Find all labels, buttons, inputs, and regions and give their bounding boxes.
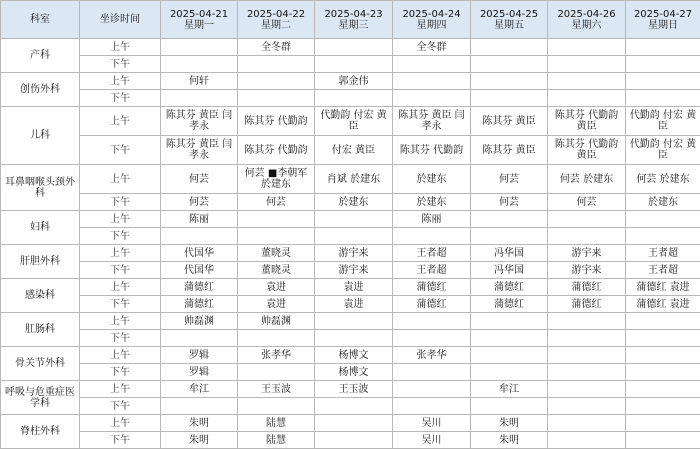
doctor-cell	[626, 432, 700, 449]
department-name: 妇科	[1, 211, 80, 245]
doctor-cell: 何芸	[471, 165, 548, 194]
department-name: 创伤外科	[1, 73, 80, 107]
doctor-cell	[626, 56, 700, 73]
doctor-cell	[238, 73, 315, 90]
department-name: 肝胆外科	[1, 245, 80, 279]
doctor-cell: 王玉波	[238, 381, 315, 398]
table-row	[1, 398, 700, 415]
doctor-cell: 陈其芬 代勤韵	[238, 107, 315, 136]
session-label: 上午	[80, 211, 161, 228]
session-label: 下午	[80, 398, 161, 415]
table-row	[1, 73, 700, 90]
doctor-cell	[315, 39, 393, 56]
doctor-cell: 於建东	[315, 194, 393, 211]
doctor-cell: 蒲德红 袁进	[626, 279, 700, 296]
doctor-cell: 代勤韵 付宏 黄臣	[315, 107, 393, 136]
doctor-cell	[393, 398, 471, 415]
doctor-cell	[548, 90, 626, 107]
doctor-cell	[393, 313, 471, 330]
doctor-cell: 肖斌 於建东	[315, 165, 393, 194]
header-weekday: 星期五	[473, 20, 545, 31]
doctor-cell	[238, 211, 315, 228]
doctor-cell: 冯华国	[471, 262, 548, 279]
doctor-cell: 陈其芬 代勤韵 黄臣	[548, 107, 626, 136]
doctor-cell: 王玉波	[315, 381, 393, 398]
table-row	[1, 107, 700, 136]
table-row	[1, 211, 700, 228]
department-name: 产科	[1, 39, 80, 73]
doctor-cell	[315, 415, 393, 432]
doctor-cell: 冯华国	[471, 245, 548, 262]
session-label: 下午	[80, 432, 161, 449]
doctor-cell: 吴川	[393, 415, 471, 432]
table-row	[1, 364, 700, 381]
doctor-cell: 何芸	[548, 194, 626, 211]
doctor-cell: 牟江	[161, 381, 238, 398]
doctor-cell	[315, 313, 393, 330]
table-row	[1, 228, 700, 245]
table-row	[1, 432, 700, 449]
doctor-cell	[238, 90, 315, 107]
table-row	[1, 136, 700, 165]
doctor-cell	[161, 56, 238, 73]
doctor-cell: 朱明	[161, 432, 238, 449]
header-date: 2025-04-26	[550, 9, 623, 20]
doctor-cell	[238, 398, 315, 415]
header-date: 2025-04-27	[628, 9, 698, 20]
table-row	[1, 245, 700, 262]
header-session: 坐诊时间	[80, 1, 161, 39]
session-label: 下午	[80, 262, 161, 279]
doctor-cell	[315, 211, 393, 228]
table-row	[1, 262, 700, 279]
doctor-cell: 游宇来	[548, 245, 626, 262]
doctor-cell: 帅磊渊	[161, 313, 238, 330]
doctor-cell: 陈其芬 黄臣	[471, 107, 548, 136]
session-label: 上午	[80, 279, 161, 296]
doctor-cell	[393, 73, 471, 90]
table-row	[1, 415, 700, 432]
doctor-cell: 游宇来	[548, 262, 626, 279]
doctor-cell: 何芸	[471, 194, 548, 211]
header-weekday: 星期一	[163, 20, 235, 31]
doctor-cell	[626, 398, 700, 415]
doctor-cell: 朱明	[471, 415, 548, 432]
doctor-cell: 陈其芬 黄臣	[471, 136, 548, 165]
header-dept: 科室	[1, 1, 80, 39]
doctor-cell: 牟江	[471, 381, 548, 398]
doctor-cell: 何芸 ■李朝军 於建东	[238, 165, 315, 194]
doctor-cell: 何芸	[161, 194, 238, 211]
doctor-cell: 王者超	[626, 262, 700, 279]
doctor-cell: 陈其芬 黄臣 闫孝永	[161, 136, 238, 165]
session-label: 下午	[80, 296, 161, 313]
doctor-cell	[315, 90, 393, 107]
doctor-cell: 何芸 於建东	[626, 165, 700, 194]
session-label: 上午	[80, 381, 161, 398]
session-label: 上午	[80, 73, 161, 90]
doctor-cell: 杨博文	[315, 364, 393, 381]
doctor-cell	[626, 364, 700, 381]
doctor-cell	[548, 39, 626, 56]
doctor-cell	[548, 398, 626, 415]
doctor-cell: 代国华	[161, 245, 238, 262]
department-name: 感染科	[1, 279, 80, 313]
doctor-cell: 董晓灵	[238, 245, 315, 262]
doctor-cell: 蒲德红	[393, 296, 471, 313]
doctor-cell	[626, 39, 700, 56]
doctor-cell	[393, 364, 471, 381]
doctor-cell	[315, 56, 393, 73]
doctor-cell: 王者超	[626, 245, 700, 262]
doctor-cell: 董晓灵	[238, 262, 315, 279]
doctor-cell	[471, 39, 548, 56]
doctor-cell	[548, 228, 626, 245]
table-row	[1, 381, 700, 398]
doctor-cell	[471, 56, 548, 73]
doctor-cell: 吴川	[393, 432, 471, 449]
header-weekday: 星期二	[240, 20, 312, 31]
doctor-cell: 王者超	[393, 245, 471, 262]
doctor-cell: 张孝华	[393, 347, 471, 364]
doctor-cell	[626, 330, 700, 347]
doctor-cell	[471, 330, 548, 347]
table-row	[1, 194, 700, 211]
doctor-cell	[626, 211, 700, 228]
doctor-cell	[548, 432, 626, 449]
doctor-cell	[548, 56, 626, 73]
table-row	[1, 165, 700, 194]
doctor-cell: 何芸 於建东	[548, 165, 626, 194]
doctor-cell: 何芸	[161, 165, 238, 194]
doctor-cell: 陈丽	[393, 211, 471, 228]
doctor-cell	[548, 347, 626, 364]
doctor-cell: 於建东	[626, 194, 700, 211]
doctor-cell: 何芸	[238, 194, 315, 211]
table-row	[1, 56, 700, 73]
doctor-cell	[471, 398, 548, 415]
header-weekday: 星期四	[395, 20, 468, 31]
doctor-cell: 游宇来	[315, 245, 393, 262]
table-row	[1, 347, 700, 364]
doctor-cell: 袁进	[238, 279, 315, 296]
doctor-cell	[161, 330, 238, 347]
doctor-cell	[548, 73, 626, 90]
header-row	[1, 1, 700, 39]
doctor-cell	[238, 228, 315, 245]
session-label: 下午	[80, 56, 161, 73]
table-row	[1, 313, 700, 330]
department-name: 脊柱外科	[1, 415, 80, 449]
doctor-cell	[393, 90, 471, 107]
doctor-cell	[471, 228, 548, 245]
department-name: 呼吸与危重症医学科	[1, 381, 80, 415]
session-label: 下午	[80, 228, 161, 245]
header-weekday: 星期三	[317, 20, 390, 31]
doctor-cell: 张孝华	[238, 347, 315, 364]
doctor-cell	[161, 228, 238, 245]
doctor-cell	[471, 313, 548, 330]
header-day	[315, 1, 393, 39]
doctor-cell: 蒲德红	[161, 279, 238, 296]
doctor-cell	[161, 398, 238, 415]
doctor-cell: 蒲德红	[471, 296, 548, 313]
doctor-cell: 於建东	[393, 194, 471, 211]
table-row	[1, 90, 700, 107]
header-day	[161, 1, 238, 39]
doctor-cell	[626, 415, 700, 432]
doctor-cell	[471, 347, 548, 364]
doctor-cell	[471, 90, 548, 107]
doctor-cell	[393, 56, 471, 73]
header-weekday: 星期六	[550, 20, 623, 31]
doctor-cell	[626, 228, 700, 245]
doctor-cell	[626, 313, 700, 330]
header-weekday: 星期日	[628, 20, 698, 31]
session-label: 下午	[80, 364, 161, 381]
doctor-cell: 罗辑	[161, 364, 238, 381]
table-row	[1, 39, 700, 56]
doctor-cell: 全冬群	[393, 39, 471, 56]
session-label: 上午	[80, 415, 161, 432]
doctor-cell: 朱明	[161, 415, 238, 432]
doctor-cell	[161, 39, 238, 56]
session-label: 下午	[80, 136, 161, 165]
doctor-cell	[471, 73, 548, 90]
session-label: 上午	[80, 347, 161, 364]
doctor-cell: 郭金伟	[315, 73, 393, 90]
doctor-cell	[393, 381, 471, 398]
doctor-cell: 蒲德红	[393, 279, 471, 296]
session-label: 下午	[80, 194, 161, 211]
session-label: 下午	[80, 330, 161, 347]
header-day	[471, 1, 548, 39]
doctor-cell: 蒲德红	[161, 296, 238, 313]
department-name: 肛肠科	[1, 313, 80, 347]
doctor-cell	[626, 73, 700, 90]
doctor-cell	[548, 211, 626, 228]
doctor-cell	[315, 228, 393, 245]
doctor-cell	[393, 228, 471, 245]
department-name: 儿科	[1, 107, 80, 165]
session-label: 上午	[80, 165, 161, 194]
doctor-cell: 蒲德红	[471, 279, 548, 296]
doctor-cell	[471, 211, 548, 228]
doctor-cell: 陈其芬 代勤韵 黄臣	[548, 136, 626, 165]
doctor-cell: 袁进	[315, 296, 393, 313]
doctor-cell: 陆慧	[238, 415, 315, 432]
session-label: 下午	[80, 90, 161, 107]
doctor-cell	[548, 415, 626, 432]
session-label: 上午	[80, 39, 161, 56]
doctor-cell: 陆慧	[238, 432, 315, 449]
header-date: 2025-04-24	[395, 9, 468, 20]
doctor-cell	[238, 364, 315, 381]
schedule-body	[1, 39, 700, 449]
header-day	[238, 1, 315, 39]
doctor-cell	[626, 381, 700, 398]
header-date: 2025-04-22	[240, 9, 312, 20]
doctor-cell	[315, 330, 393, 347]
doctor-cell	[548, 381, 626, 398]
doctor-cell	[315, 432, 393, 449]
header-day	[626, 1, 700, 39]
doctor-cell: 帅磊渊	[238, 313, 315, 330]
doctor-cell	[548, 364, 626, 381]
doctor-cell: 朱明	[471, 432, 548, 449]
doctor-cell: 全冬群	[238, 39, 315, 56]
header-day	[548, 1, 626, 39]
header-day	[393, 1, 471, 39]
header-date: 2025-04-25	[473, 9, 545, 20]
department-name: 耳鼻咽喉头颈外科	[1, 165, 80, 211]
doctor-cell: 陈丽	[161, 211, 238, 228]
doctor-cell: 陈其芬 黄臣 闫孝永	[161, 107, 238, 136]
doctor-cell: 游宇来	[315, 262, 393, 279]
doctor-cell: 代国华	[161, 262, 238, 279]
doctor-cell: 罗辑	[161, 347, 238, 364]
header-date: 2025-04-23	[317, 9, 390, 20]
doctor-cell: 蒲德红 袁进	[626, 296, 700, 313]
doctor-cell: 代勤韵 付宏 黄臣	[626, 136, 700, 165]
doctor-cell	[548, 330, 626, 347]
doctor-cell: 何轩	[161, 73, 238, 90]
doctor-cell	[315, 398, 393, 415]
doctor-cell: 蒲德红	[548, 296, 626, 313]
table-row	[1, 279, 700, 296]
doctor-cell: 袁进	[238, 296, 315, 313]
doctor-cell: 付宏 黄臣	[315, 136, 393, 165]
doctor-cell: 於建东	[393, 165, 471, 194]
session-label: 上午	[80, 107, 161, 136]
doctor-cell: 代勤韵 付宏 黄臣	[626, 107, 700, 136]
header-date: 2025-04-21	[163, 9, 235, 20]
session-label: 上午	[80, 245, 161, 262]
table-row	[1, 330, 700, 347]
doctor-cell	[471, 364, 548, 381]
doctor-cell: 陈其芬 代勤韵	[238, 136, 315, 165]
doctor-cell: 陈其芬 黄臣 闫孝永	[393, 107, 471, 136]
table-row	[1, 296, 700, 313]
doctor-cell: 陈其芬 代勤韵	[393, 136, 471, 165]
doctor-cell	[626, 347, 700, 364]
doctor-cell: 王者超	[393, 262, 471, 279]
doctor-cell	[238, 330, 315, 347]
doctor-cell	[238, 56, 315, 73]
doctor-cell	[626, 90, 700, 107]
doctor-cell: 袁进	[315, 279, 393, 296]
doctor-cell: 杨博文	[315, 347, 393, 364]
doctor-cell: 蒲德红	[548, 279, 626, 296]
doctor-cell	[548, 313, 626, 330]
doctor-cell	[393, 330, 471, 347]
session-label: 上午	[80, 313, 161, 330]
department-name: 骨关节外科	[1, 347, 80, 381]
doctor-cell	[161, 90, 238, 107]
